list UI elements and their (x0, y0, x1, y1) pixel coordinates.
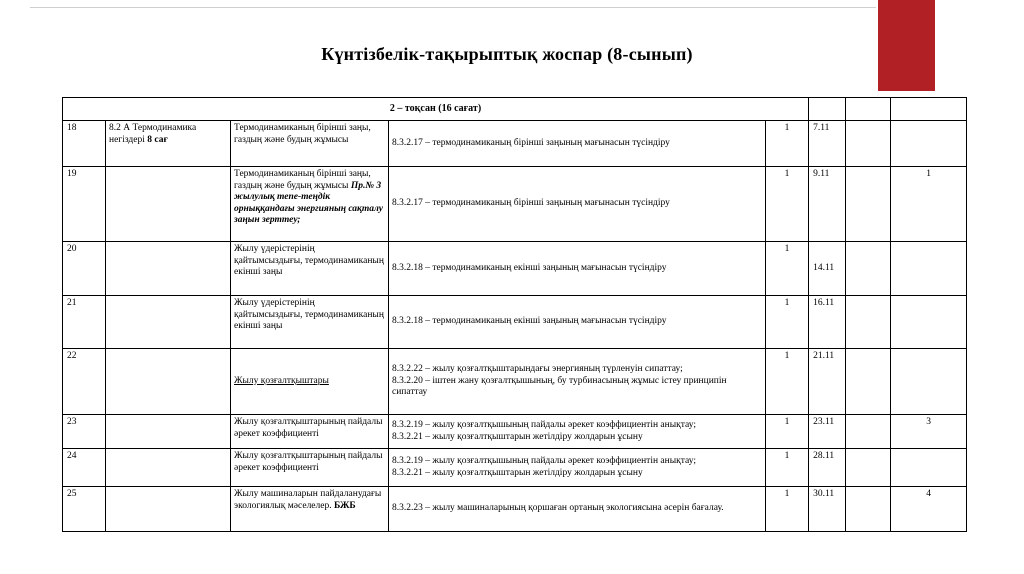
topic-cell (231, 167, 389, 242)
hours-cell: 1 (766, 349, 809, 415)
extra-cell (846, 349, 891, 415)
note-cell (891, 449, 967, 487)
extra-cell (846, 449, 891, 487)
plan-row (63, 449, 967, 487)
objective-line: 8.3.2.19 – жылу қозғалтқышының пайдалы әрекет коэффициентін анықтау; (392, 455, 696, 466)
hours-cell: 1 (766, 415, 809, 449)
extra-cell (846, 121, 891, 167)
objective-line: 8.3.2.21 – жылу қозғалтқыштарын жетілдіру жолдарын ұсыну (392, 431, 643, 442)
topic-cell-text: Термодинамиканың бірінші заңы, газдың және будың жұмысы (234, 123, 371, 145)
plan-row (63, 167, 967, 242)
date-cell: 21.11 (809, 349, 846, 415)
row-number-cell: 18 (63, 121, 106, 167)
page-title: Күнтізбелік-тақырыптық жоспар (8-сынып) (321, 44, 693, 64)
objective-line: 8.3.2.23 – жылу машиналарының қоршаған ортаның экологиясына әсерін бағалау. (392, 503, 724, 514)
plan-row (63, 415, 967, 449)
section-cell (106, 121, 231, 167)
objectives-cell (389, 167, 766, 242)
plan-row (63, 242, 967, 296)
hours-cell: 1 (766, 121, 809, 167)
row-number-cell: 21 (63, 296, 106, 349)
hours-cell: 1 (766, 296, 809, 349)
date-cell: 30.11 (809, 487, 846, 532)
note-cell (891, 121, 967, 167)
plan-table-body (63, 121, 967, 532)
topic-cell (231, 242, 389, 296)
objectives-cell (389, 415, 766, 449)
plan-table (62, 97, 967, 532)
quarter-header-blank-date (809, 98, 846, 121)
row-number-cell: 23 (63, 415, 106, 449)
section-cell (106, 415, 231, 449)
date-cell: 7.11 (809, 121, 846, 167)
hours-cell: 1 (766, 449, 809, 487)
objectives-cell (389, 349, 766, 415)
topic-cell (231, 449, 389, 487)
extra-cell (846, 487, 891, 532)
section-cell (106, 167, 231, 242)
objectives-cell (389, 449, 766, 487)
plan-row (63, 296, 967, 349)
topic-cell-text: Жылу үдерістерінің қайтымсыздығы, термодинамиканың екінші заңы (234, 298, 384, 332)
topic-cell-text: Жылу машиналарын пайдаланудағы экологиялық мәселелер. (234, 489, 382, 511)
section-cell (106, 487, 231, 532)
topic-cell (231, 415, 389, 449)
objectives-cell (389, 296, 766, 349)
date-cell: 28.11 (809, 449, 846, 487)
topic-cell-text: Жылу қозғалтқыштарының пайдалы әрекет коэффициенті (234, 417, 383, 439)
topic-cell (231, 487, 389, 532)
topic-cell-text: Жылу үдерістерінің қайтымсыздығы, термодинамиканың екінші заңы (234, 244, 384, 278)
extra-cell (846, 415, 891, 449)
objective-line: 8.3.2.18 – термодинамиканың екінші заңының мағынасын түсіндіру (392, 316, 667, 327)
note-cell (891, 242, 967, 296)
row-number-cell: 24 (63, 449, 106, 487)
section-cell (106, 349, 231, 415)
section-cell (106, 242, 231, 296)
topic-cell (231, 121, 389, 167)
section-cell (106, 449, 231, 487)
objectives-cell (389, 242, 766, 296)
note-cell (891, 296, 967, 349)
topic-cell (231, 296, 389, 349)
objectives-cell (389, 487, 766, 532)
quarter-header-row (63, 98, 967, 121)
objectives-cell (389, 121, 766, 167)
hours-cell: 1 (766, 487, 809, 532)
row-number-cell: 22 (63, 349, 106, 415)
hours-cell: 1 (766, 242, 809, 296)
extra-cell (846, 296, 891, 349)
quarter-header-blank-note (891, 98, 967, 121)
topic-cell (231, 349, 389, 415)
note-cell: 3 (891, 415, 967, 449)
objective-line: 8.3.2.20 – іштен жану қозғалтқышының, бу турбинасының жұмыс істеу принципін сипаттау (392, 375, 727, 398)
note-cell (891, 349, 967, 415)
date-cell: 23.11 (809, 415, 846, 449)
objective-line: 8.3.2.17 – термодинамиканың бірінші заңының мағынасын түсіндіру (392, 198, 670, 209)
objective-line: 8.3.2.22 – жылу қозғалтқыштарындағы энергияның түрленуін сипаттау; (392, 364, 683, 375)
objective-line: 8.3.2.19 – жылу қозғалтқышының пайдалы әрекет коэффициентін анықтау; (392, 419, 696, 430)
date-cell: 16.11 (809, 296, 846, 349)
objective-line: 8.3.2.17 – термодинамиканың бірінші заңының мағынасын түсіндіру (392, 137, 670, 148)
note-cell: 1 (891, 167, 967, 242)
topic-cell-text: Пр.№ 3 жылулық тепе-теңдік орныққандағы энергияның сақталу заңын зерттеу; (234, 180, 383, 226)
row-number-cell: 20 (63, 242, 106, 296)
topic-cell-text: Жылу қозғалтқыштары (234, 375, 329, 386)
hours-cell: 1 (766, 167, 809, 242)
topic-cell-text: Термодинамиканың бірінші заңы, газдың және будың жұмысы (234, 169, 371, 191)
top-divider (30, 7, 876, 8)
date-cell: 14.11 (809, 242, 846, 296)
note-cell: 4 (891, 487, 967, 532)
extra-cell (846, 242, 891, 296)
section-cell-text: 8 сағ (147, 134, 168, 145)
objective-line: 8.3.2.18 – термодинамиканың екінші заңының мағынасын түсіндіру (392, 262, 667, 273)
topic-cell-text: Жылу қозғалтқыштарының пайдалы әрекет коэффициенті (234, 451, 383, 473)
topic-cell-text: БЖБ (333, 500, 356, 511)
plan-row (63, 121, 967, 167)
quarter-header-blank-extra (846, 98, 891, 121)
section-cell-text: 8.2 А Термодинамика негіздері (109, 123, 197, 145)
plan-row (63, 487, 967, 532)
row-number-cell: 25 (63, 487, 106, 532)
objective-line: 8.3.2.21 – жылу қозғалтқыштарын жетілдіру жолдарын ұсыну (392, 467, 643, 478)
section-cell (106, 296, 231, 349)
plan-row (63, 349, 967, 415)
quarter-header-cell: 2 – тоқсан (16 сағат) (63, 98, 809, 121)
date-cell: 9.11 (809, 167, 846, 242)
extra-cell (846, 167, 891, 242)
row-number-cell: 19 (63, 167, 106, 242)
